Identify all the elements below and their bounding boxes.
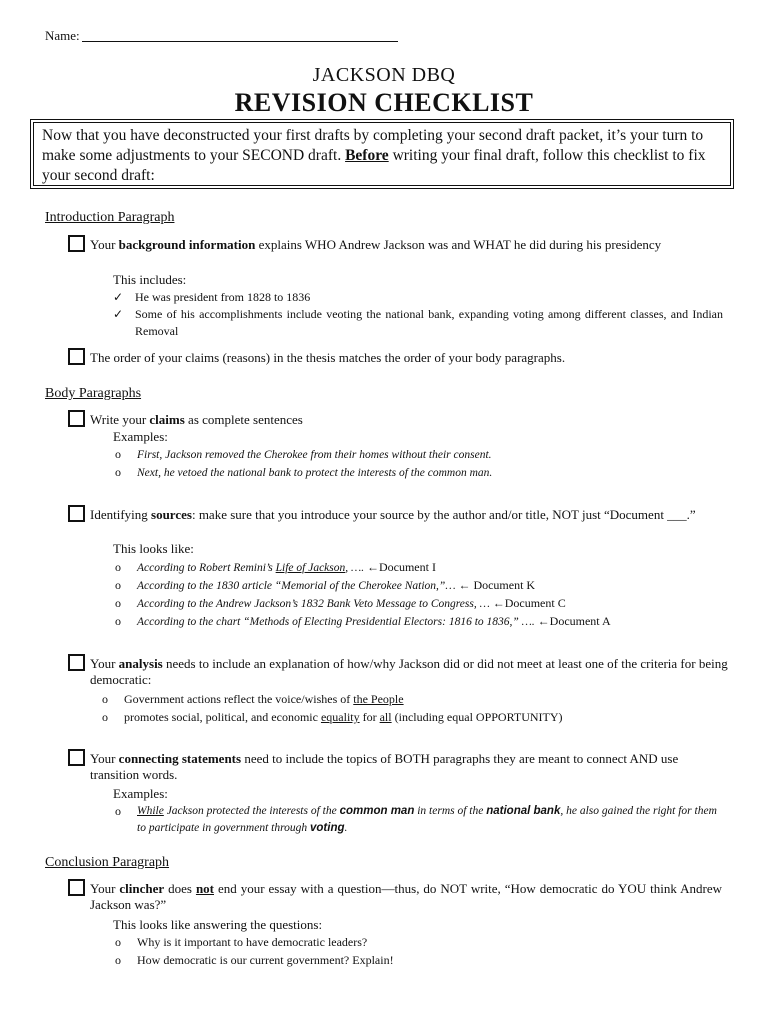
- source-text: According to the chart “Methods of Electing Presidential Electors: 1816 to 1836,” ….: [137, 616, 538, 628]
- name-label: Name:: [45, 28, 80, 43]
- question-text: How democratic is our current government? Explain!: [137, 953, 394, 967]
- document-ref: ← Document K: [458, 578, 536, 592]
- list-item: [113, 289, 723, 306]
- item-text: Your: [90, 881, 120, 896]
- item-keyword: clincher: [119, 881, 165, 896]
- topic-keyword: national bank: [486, 805, 561, 817]
- criteria-text: (including equal OPPORTUNITY): [391, 710, 563, 724]
- bullet-icon: o: [115, 447, 121, 461]
- bullet-icon: o: [115, 953, 121, 967]
- instructions-text-end: writing your final draft, follow this checklist to fix your second draft:: [42, 147, 706, 184]
- list-item: [115, 613, 611, 631]
- document-ref: ←Document C: [492, 596, 566, 610]
- criteria-emphasis: equality: [320, 710, 360, 724]
- checkbox[interactable]: [68, 410, 85, 427]
- checkbox[interactable]: [68, 348, 85, 365]
- instructions-box: [33, 122, 731, 186]
- criteria-text: for: [359, 710, 380, 724]
- item-text: need to include the topics of BOTH paragraphs they are meant to connect AND use transition words.: [90, 751, 679, 782]
- list-item: [115, 952, 394, 969]
- item-text: needs to include an explanation of how/why Jackson did or did not meet at least one of the criteria for being democratic:: [90, 656, 728, 687]
- item-text: Write your: [90, 412, 150, 427]
- example-text: Next, he vetoed the national bank to protect the interests of the common man.: [137, 467, 493, 479]
- instructions-emphasis: Before: [345, 147, 389, 164]
- source-text: According to Robert Remini’s: [137, 562, 276, 574]
- connecting-example: [137, 803, 725, 837]
- example-text: , he also gained the right for them to participate in government through: [137, 805, 717, 834]
- item-keyword: connecting statements: [118, 751, 242, 766]
- list-item: [115, 464, 492, 482]
- list-item: [115, 803, 725, 837]
- list-item: [115, 446, 492, 464]
- bullet-icon: o: [115, 804, 121, 818]
- item-text: Identifying: [90, 507, 152, 522]
- bullet-icon: o: [115, 596, 121, 610]
- item-keyword: claims: [149, 412, 185, 427]
- transition-word: While: [137, 805, 164, 817]
- source-text: According to the 1830 article “Memorial of the Cherokee Nation,”…: [137, 580, 459, 592]
- list-item: [102, 709, 563, 726]
- section-heading-conclusion: Conclusion Paragraph: [45, 855, 170, 870]
- checklist-item-clincher: [90, 881, 722, 913]
- checkbox[interactable]: [68, 235, 85, 252]
- item-keyword: analysis: [118, 656, 163, 671]
- list-item-text: Some of his accomplishments include veoting the national bank, expanding voting among different classes, and Indian Removal: [135, 307, 723, 338]
- example-text: .: [344, 822, 348, 834]
- bullet-icon: o: [102, 710, 108, 724]
- checkbox[interactable]: [68, 505, 85, 522]
- bullet-icon: o: [115, 578, 121, 592]
- item-text: end your essay with a question—thus, do NOT write, “How democratic do YOU think Andrew Jackson was?”: [90, 881, 722, 912]
- source-text: According to the Andrew Jackson’s 1832 Bank Veto Message to Congress, …: [137, 598, 493, 610]
- instructions-text: Now that you have deconstructed your first drafts by completing your second draft packet, it’s your turn to make some adjustments to your SECOND draft.: [42, 127, 704, 164]
- topic-keyword: voting: [310, 822, 345, 834]
- checkmark-icon: ✓: [113, 307, 124, 321]
- example-text: in terms of the: [414, 805, 487, 817]
- example-text: Jackson protected the interests of the: [163, 805, 340, 817]
- checklist-item-connecting: [90, 751, 724, 783]
- bullet-icon: o: [102, 692, 108, 706]
- page-subtitle: REVISION CHECKLIST: [234, 88, 534, 117]
- item-text: Your: [90, 237, 119, 252]
- criteria-text: Government actions reflect the voice/wishes of: [124, 692, 354, 706]
- list-item: [115, 559, 436, 577]
- checklist-item-claims: [90, 412, 740, 428]
- list-item: [113, 306, 723, 340]
- section-heading-body: Body Paragraphs: [45, 386, 142, 401]
- list-item-text: He was president from 1828 to 1836: [135, 290, 311, 304]
- item-text: does: [164, 881, 196, 896]
- item-keyword: background information: [118, 237, 256, 252]
- example-text: First, Jackson removed the Cherokee from their homes without their consent.: [137, 449, 492, 461]
- examples-label: Examples:: [113, 429, 168, 444]
- bullet-icon: o: [115, 935, 121, 949]
- item-text: explains WHO Andrew Jackson was and WHAT he did during his presidency: [255, 237, 662, 252]
- item-keyword: not: [195, 881, 214, 896]
- item-text: The order of your claims (reasons) in the thesis matches the order of your body paragraphs.: [90, 350, 566, 365]
- checkbox[interactable]: [68, 749, 85, 766]
- source-title: Life of Jackson: [275, 562, 346, 574]
- checklist-item-order: [90, 350, 740, 366]
- list-item: [115, 577, 535, 595]
- criteria-emphasis: all: [379, 710, 392, 724]
- topic-keyword: common man: [339, 805, 415, 817]
- section-heading-introduction: Introduction Paragraph: [45, 210, 175, 225]
- checkbox[interactable]: [68, 879, 85, 896]
- list-item: [102, 691, 404, 708]
- source-text: , ….: [345, 562, 367, 574]
- checkmark-icon: ✓: [113, 290, 124, 304]
- item-text: as complete sentences: [184, 412, 303, 427]
- checklist-item-sources: [90, 507, 722, 523]
- bullet-icon: o: [115, 560, 121, 574]
- item-text: : make sure that you introduce your source by the author and/or title, NOT just “Document ___.”: [191, 507, 696, 522]
- page-title: JACKSON DBQ: [312, 64, 456, 86]
- list-item: [115, 934, 367, 951]
- checklist-item-analysis: [90, 656, 766, 688]
- includes-label: This includes:: [113, 272, 187, 287]
- item-text: Your: [90, 656, 119, 671]
- name-field: [45, 28, 398, 44]
- question-text: Why is it important to have democratic leaders?: [137, 935, 368, 949]
- checkbox[interactable]: [68, 654, 85, 671]
- criteria-text: promotes social, political, and economic: [124, 710, 321, 724]
- list-item: [115, 595, 566, 613]
- bullet-icon: o: [115, 465, 121, 479]
- looks-like-label: This looks like answering the questions:: [113, 917, 323, 932]
- examples-label: Examples:: [113, 786, 168, 801]
- checklist-item-background: [90, 237, 722, 253]
- item-keyword: sources: [151, 507, 192, 522]
- looks-like-label: This looks like:: [113, 541, 194, 556]
- criteria-emphasis: the People: [353, 692, 404, 706]
- document-ref: ←Document I: [366, 560, 436, 574]
- name-blank-line[interactable]: [82, 29, 398, 42]
- item-text: Your: [90, 751, 119, 766]
- document-ref: ←Document A: [537, 614, 611, 628]
- bullet-icon: o: [115, 614, 121, 628]
